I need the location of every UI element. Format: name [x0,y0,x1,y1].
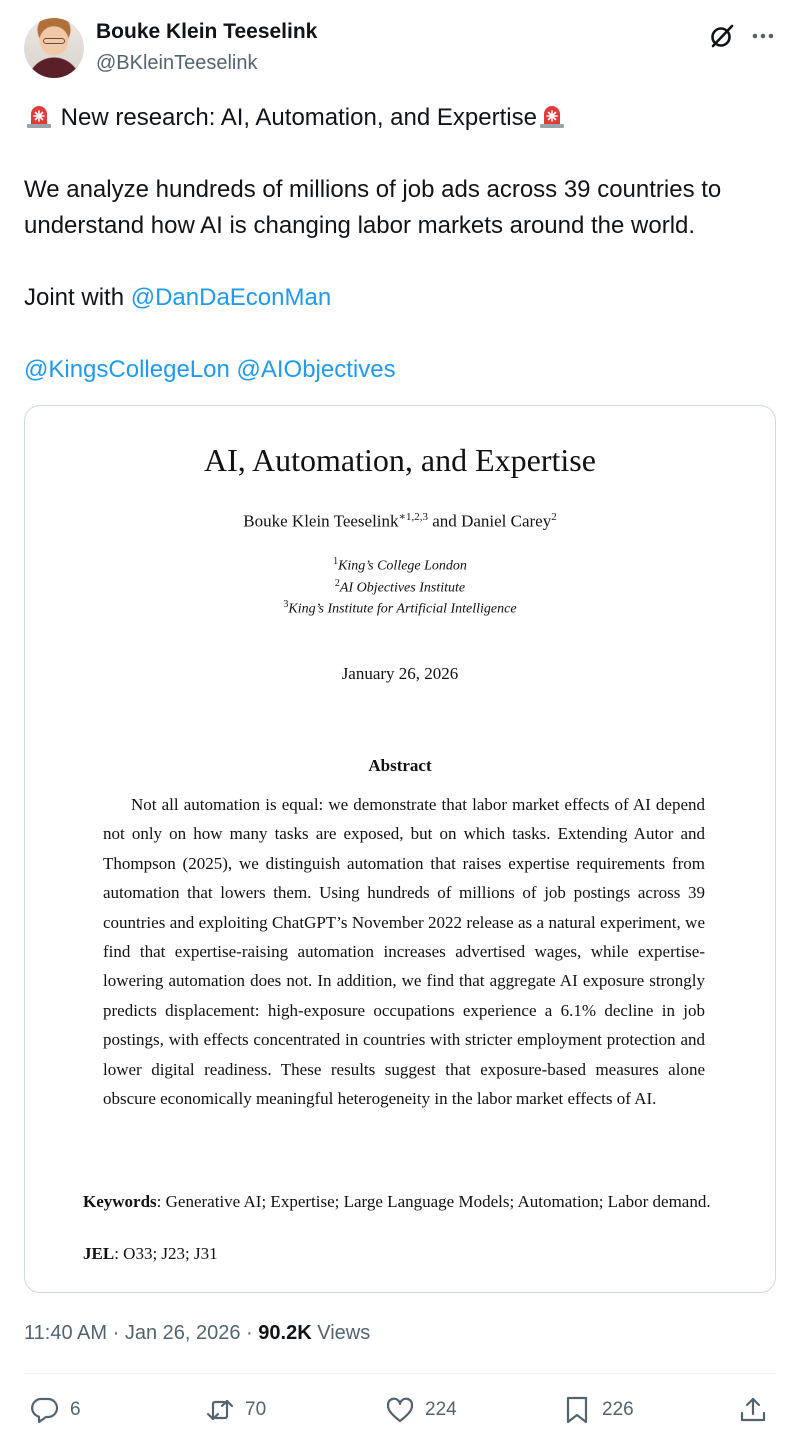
tweet-mentions-line [24,352,784,388]
affil-2-num: 2 [334,578,340,589]
author-handle[interactable]: @BKleinTeeselink [96,52,258,74]
reply-icon [30,1395,60,1425]
avatar[interactable] [24,18,84,78]
affil-2-text: AI Objectives Institute [339,580,466,596]
paper-author-1: Bouke Klein Teeselink [243,511,399,531]
tweet-time[interactable]: 11:40 AM [24,1322,108,1344]
affil-1-num: 1 [333,556,339,567]
affil-1-text: King’s College London [338,558,467,574]
paper-author-2: Daniel Carey [461,511,552,531]
repost-icon [205,1395,235,1425]
keywords-label: Keywords [83,1192,157,1211]
paper-authors [25,510,775,532]
like-count: 224 [425,1399,457,1420]
reply-button[interactable] [30,1394,81,1426]
paper-and: and [432,511,457,531]
divider [24,1373,776,1374]
heart-icon [385,1395,415,1425]
tweet-meta [24,1322,370,1345]
reply-count: 6 [70,1399,81,1420]
tweet-text [24,100,784,388]
keywords-text: : Generative AI; Expertise; Large Language Models; Automation; Labor demand. [156,1192,711,1211]
paper-affiliation-1 [25,556,775,575]
bookmark-icon [562,1395,592,1425]
share-icon [738,1395,768,1425]
joint-prefix: Joint with [24,284,125,311]
grok-icon[interactable] [708,22,736,50]
bookmark-count: 226 [602,1399,634,1420]
jel-text: : O33; J23; J31 [114,1244,218,1263]
jel-label: JEL [83,1244,115,1263]
meta-separator: · [112,1322,120,1344]
tweet-date[interactable]: Jan 26, 2026 [124,1322,241,1344]
paper-author-2-marks: 2 [551,511,557,523]
paper-affiliation-3 [25,599,775,618]
glasses [43,38,65,44]
tweet-joint-line [24,280,784,316]
tweet-line-1: New research: AI, Automation, and Expertise [60,104,537,131]
affil-3-text: King’s Institute for Artificial Intelligence [288,601,517,617]
affil-3-num: 3 [283,599,289,610]
paper-title: AI, Automation, and Expertise [204,442,596,478]
mention-kingscollegelon[interactable]: @KingsCollegeLon [24,356,230,383]
views-count: 90.2K [258,1322,312,1344]
mention-dandaeconman[interactable]: @DanDaEconMan [130,284,332,311]
like-button[interactable] [385,1394,457,1426]
tweet-line-2: We analyze hundreds of millions of job ads across 39 countries to understand how AI is changing labor markets around the world. [24,176,722,239]
more-icon[interactable] [748,22,778,50]
siren-icon [537,103,567,129]
media-card[interactable] [24,405,776,1293]
mention-aiobjectives[interactable]: @AIObjectives [236,356,396,383]
meta-separator: · [246,1322,253,1344]
bookmark-button[interactable] [562,1394,634,1426]
repost-count: 70 [245,1399,267,1420]
author-name[interactable]: Bouke Klein Teeselink [96,20,318,43]
paper-date: January 26, 2026 [341,664,459,683]
share-button[interactable] [738,1394,768,1426]
abstract-text: Not all automation is equal: we demonstrate that labor market effects of AI depend not only on how many tasks are exposed, but on which tasks. Extending Autor and Thompson (2025), we distinguish automation that raises expertise requirements from automation that lowers them. Using hundreds of millions of job postings across 39 countries and exploiting ChatGPT’s November 2022 release as a natural experiment, we find that expertise-raising automation increases advertised wages, while expertise-lowering automation does not. In addition, we find that aggregate AI exposure strongly predicts displacement: high-exposure occupations experience a 6.1% decline in job postings, with effects concentrated in countries with stricter employment protection and lower digital readiness. These results suggest that exposure-based measures alone obscure economically meaningful heterogeneity in the labor market effects of AI. [103,795,705,1109]
siren-icon [24,103,54,129]
tweet-headline [24,100,784,136]
paper-affiliation-2 [25,578,775,597]
paper-author-1-marks: ∗1,2,3 [398,511,429,523]
abstract-heading: Abstract [368,756,432,775]
paper-keywords [55,1188,755,1215]
paper-jel [83,1244,218,1264]
views-label: Views [317,1322,371,1344]
repost-button[interactable] [205,1394,266,1426]
